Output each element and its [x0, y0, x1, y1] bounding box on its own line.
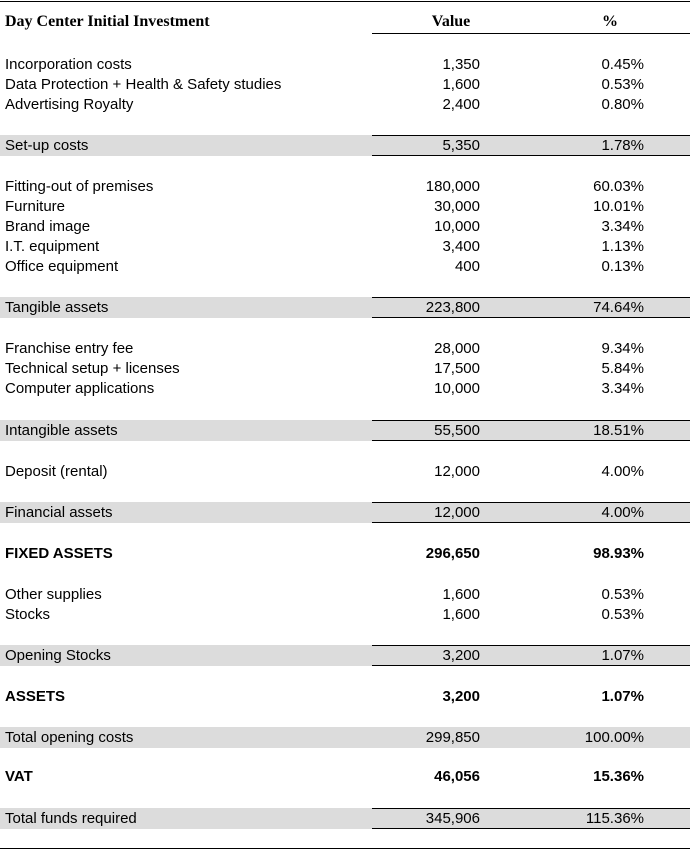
row-percent: 0.53% [601, 606, 644, 623]
row-label: Fitting-out of premises [5, 178, 154, 195]
table-row [0, 197, 690, 217]
row-label: Other supplies [5, 586, 102, 603]
row-percent: 1.07% [601, 688, 644, 705]
row-value: 345,906 [425, 810, 480, 827]
row-value: 3,200 [442, 688, 480, 705]
row-value: 299,850 [425, 729, 480, 746]
table-row [0, 237, 690, 257]
row-value: 180,000 [425, 178, 480, 195]
subtotal-row [0, 420, 690, 441]
row-percent: 0.80% [601, 96, 644, 113]
row-value: 17,500 [434, 360, 480, 377]
row-percent: 4.00% [601, 504, 644, 521]
total-row [0, 687, 690, 707]
row-percent: 100.00% [584, 729, 644, 746]
row-percent: 98.93% [593, 545, 644, 562]
value-column-header: Value [431, 13, 471, 30]
row-percent: 5.84% [601, 360, 644, 377]
row-label: Total opening costs [5, 729, 134, 746]
row-value: 46,056 [434, 768, 480, 785]
table-row [0, 177, 690, 197]
row-percent: 15.36% [593, 768, 644, 785]
row-percent: 4.00% [601, 463, 644, 480]
table-title: Day Center Initial Investment [5, 13, 210, 30]
row-value: 1,600 [442, 606, 480, 623]
row-label: Advertising Royalty [5, 96, 134, 113]
subtotal-row [0, 645, 690, 666]
row-value: 12,000 [434, 504, 480, 521]
row-value: 10,000 [434, 380, 480, 397]
table-header [0, 1, 690, 34]
row-label: Set-up costs [5, 137, 89, 154]
total-row [0, 544, 690, 564]
row-label: Technical setup + licenses [5, 360, 180, 377]
percent-column-header: % [602, 13, 618, 30]
row-label: I.T. equipment [5, 238, 100, 255]
row-percent: 0.53% [601, 586, 644, 603]
row-label: Stocks [5, 606, 51, 623]
row-label: Intangible assets [5, 422, 118, 439]
row-percent: 0.45% [601, 56, 644, 73]
subtotal-row [0, 297, 690, 318]
table-row [0, 55, 690, 75]
row-value: 3,200 [442, 647, 480, 664]
row-label: Deposit (rental) [5, 463, 108, 480]
row-value: 1,600 [442, 586, 480, 603]
table-row [0, 585, 690, 605]
table-row [0, 379, 690, 399]
row-value: 3,400 [442, 238, 480, 255]
row-label: Brand image [5, 218, 91, 235]
table-row [0, 339, 690, 359]
row-value: 1,350 [442, 56, 480, 73]
header-underline [372, 33, 690, 34]
row-value: 400 [454, 258, 480, 275]
row-percent: 3.34% [601, 380, 644, 397]
row-value: 2,400 [442, 96, 480, 113]
row-value: 1,600 [442, 76, 480, 93]
row-percent: 0.13% [601, 258, 644, 275]
subtotal-row [0, 727, 690, 748]
row-percent: 1.07% [601, 647, 644, 664]
row-label: Financial assets [5, 504, 113, 521]
grand-total-row [0, 808, 690, 829]
row-label: Franchise entry fee [5, 340, 134, 357]
row-label: FIXED ASSETS [5, 545, 113, 562]
row-value: 5,350 [442, 137, 480, 154]
row-percent: 1.13% [601, 238, 644, 255]
row-value: 10,000 [434, 218, 480, 235]
table-row [0, 257, 690, 277]
row-value: 12,000 [434, 463, 480, 480]
row-value: 223,800 [425, 299, 480, 316]
row-value: 28,000 [434, 340, 480, 357]
row-percent: 3.34% [601, 218, 644, 235]
row-label: ASSETS [5, 688, 66, 705]
row-label: Opening Stocks [5, 647, 111, 664]
row-label: Total funds required [5, 810, 137, 827]
row-value: 55,500 [434, 422, 480, 439]
row-label: Office equipment [5, 258, 119, 275]
table-row [0, 95, 690, 115]
table-row [0, 359, 690, 379]
table-row [0, 217, 690, 237]
row-value: 30,000 [434, 198, 480, 215]
row-percent: 0.53% [601, 76, 644, 93]
row-percent: 10.01% [593, 198, 644, 215]
row-percent: 9.34% [601, 340, 644, 357]
table-row [0, 605, 690, 625]
row-percent: 60.03% [593, 178, 644, 195]
row-label: Data Protection + Health & Safety studies [5, 76, 282, 93]
table-row [0, 462, 690, 482]
row-label: Furniture [5, 198, 66, 215]
row-label: Tangible assets [5, 299, 109, 316]
row-percent: 1.78% [601, 137, 644, 154]
row-percent: 18.51% [593, 422, 644, 439]
row-percent: 74.64% [593, 299, 644, 316]
row-label: VAT [5, 768, 33, 785]
row-value: 296,650 [425, 545, 480, 562]
bottom-rule [0, 848, 690, 849]
total-row [0, 767, 690, 787]
subtotal-row [0, 135, 690, 156]
row-percent: 115.36% [585, 810, 644, 827]
row-label: Computer applications [5, 380, 155, 397]
row-label: Incorporation costs [5, 56, 132, 73]
table-row [0, 75, 690, 95]
subtotal-row [0, 502, 690, 523]
